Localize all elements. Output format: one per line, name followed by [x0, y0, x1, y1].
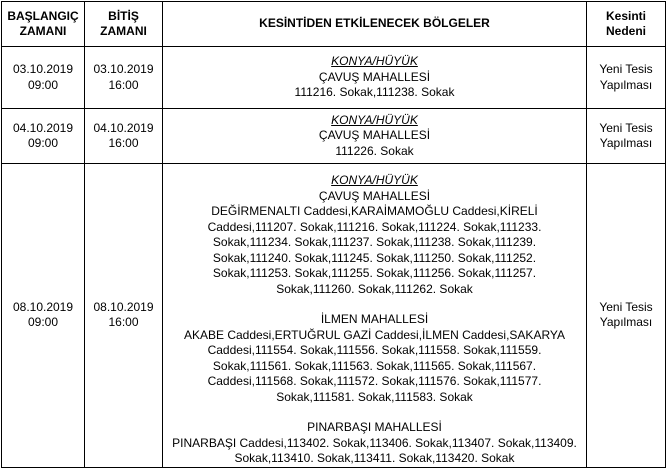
street-line: Sokak,111561. Sokak,111563. Sokak,111565. Sokak,111567.	[212, 358, 537, 373]
end-time: 16:00	[108, 136, 139, 150]
street-line: Sokak,111581. Sokak,111583. Sokak	[276, 389, 473, 404]
street-line: DEĞİRMENALTI Caddesi,KARAİMAMOĞLU Caddesi,KİRELİ	[211, 204, 538, 218]
street-line: AKABE Caddesi,ERTUĞRUL GAZİ Caddesi,İLMEN Caddesi,SAKARYA	[183, 327, 566, 342]
spacer	[163, 405, 586, 420]
street-line: Sokak,111234. Sokak,111237. Sokak,111238. Sokak,111239.	[212, 235, 537, 249]
neighborhood-label: ÇAVUŞ MAHALLESİ	[318, 69, 431, 84]
header-end-line1: BİTİŞ	[108, 8, 139, 23]
reason-cell	[587, 164, 666, 468]
header-start-line2: ZAMANI	[19, 24, 67, 38]
table-row	[2, 109, 666, 164]
header-start-time	[2, 2, 85, 47]
regions-cell	[163, 164, 587, 468]
end-date: 03.10.2019	[93, 62, 154, 76]
street-line: Caddesi,111568. Sokak,111572. Sokak,111576. Sokak,111577.	[207, 374, 542, 388]
header-end-time	[85, 2, 163, 47]
table-row	[2, 164, 666, 468]
street-line: Sokak,111253. Sokak,111255. Sokak,111256. Sokak,111257.	[212, 266, 537, 280]
reason-cell	[587, 47, 666, 109]
start-date: 04.10.2019	[12, 120, 74, 135]
reason-line2: Yapılması	[599, 315, 653, 330]
city-label: KONYA/HÜYÜK	[331, 173, 418, 187]
start-date: 08.10.2019	[12, 299, 74, 314]
header-row	[2, 2, 666, 47]
neighborhood-label: İLMEN MAHALLESİ	[320, 312, 429, 326]
street-line: Sokak,111240. Sokak,111245. Sokak,111250. Sokak,111252.	[212, 250, 537, 265]
reason-line2: Yapılması	[599, 136, 653, 150]
spacer	[163, 297, 586, 312]
start-time: 09:00	[27, 136, 59, 150]
street-line: Sokak,111260. Sokak,111262. Sokak	[276, 281, 473, 296]
regions-cell	[163, 47, 587, 109]
start-date: 03.10.2019	[12, 62, 74, 76]
reason-line1: Yeni Tesis	[599, 62, 653, 76]
reason-line2: Yapılması	[599, 77, 653, 92]
end-date: 04.10.2019	[93, 120, 154, 135]
start-cell	[2, 47, 85, 109]
city-label: KONYA/HÜYÜK	[331, 54, 418, 69]
header-end-line2: ZAMANI	[100, 24, 147, 38]
outage-table	[1, 1, 666, 468]
header-reason	[587, 2, 666, 47]
start-time: 09:00	[27, 315, 59, 330]
regions-cell	[163, 109, 587, 164]
city-label: KONYA/HÜYÜK	[331, 112, 418, 127]
reason-cell	[587, 109, 666, 164]
table-row	[2, 47, 666, 109]
end-cell	[85, 109, 163, 164]
header-reason-line2: Nedeni	[605, 24, 646, 38]
start-cell	[2, 109, 85, 164]
start-cell	[2, 164, 85, 468]
reason-line1: Yeni Tesis	[599, 299, 653, 314]
street-line: 111216. Sokak,111238. Sokak	[294, 85, 455, 100]
start-time: 09:00	[27, 77, 59, 92]
street-line: Caddesi,111554. Sokak,111556. Sokak,111558. Sokak,111559.	[207, 343, 542, 357]
end-cell	[85, 164, 163, 468]
end-date: 08.10.2019	[93, 299, 154, 314]
neighborhood-label: ÇAVUŞ MAHALLESİ	[318, 128, 431, 143]
header-regions: KESİNTİDEN ETKİLENECEK BÖLGELER	[163, 2, 587, 47]
neighborhood-label: ÇAVUŞ MAHALLESİ	[318, 188, 431, 203]
end-cell	[85, 47, 163, 109]
end-time: 16:00	[108, 77, 139, 92]
street-line: PINARBAŞI Caddesi,113402. Sokak,113406. Sokak,113407. Sokak,113409.	[172, 435, 577, 450]
neighborhood-label: PINARBAŞI MAHALLESİ	[307, 420, 442, 434]
header-start-line1: BAŞLANGIÇ	[7, 8, 79, 23]
street-line: Caddesi,111207. Sokak,111216. Sokak,111224. Sokak,111233.	[207, 219, 542, 234]
regions-block	[163, 164, 586, 467]
reason-line1: Yeni Tesis	[599, 120, 653, 135]
header-reason-line1: Kesinti	[605, 8, 646, 23]
street-line: Sokak,113410. Sokak,113411. Sokak,113420. Sokak	[234, 451, 515, 465]
street-line: 111226. Sokak	[335, 143, 414, 158]
end-time: 16:00	[108, 315, 139, 330]
